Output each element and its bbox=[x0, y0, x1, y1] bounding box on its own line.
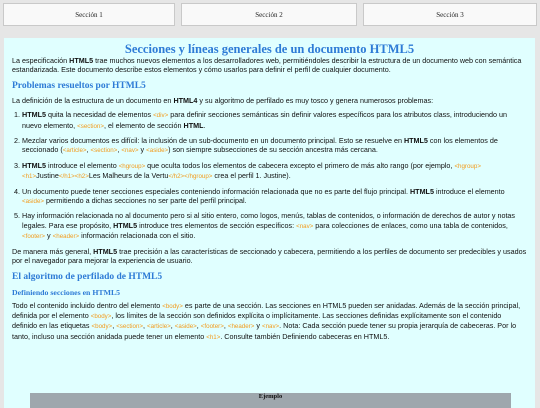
list-item: 3. HTML5 introduce el elemento <hgroup> que oculta todos los elementos de cabecera excepto el primero de más alto rango (por ejemplo, <hgroup><h1>Justine</h1><h2>Les Malheurs de la Vertu</h2></hgroup> crea el perfil 1. Justine). bbox=[22, 161, 527, 182]
tab-seccion-1[interactable]: Sección 1 bbox=[3, 3, 175, 26]
list-item: 4. Un documento puede tener secciones especiales conteniendo información relacionada que no es parte del flujo principal. HTML5 introduce el elemento <aside> permitiendo a dichas secciones no ser parte del perfil principal. bbox=[22, 187, 527, 207]
intro-paragraph: La especificación HTML5 trae muchos nuevos elementos a los desarrolladores web, permitiéndoles describir la estructura de un documento web con semántica estandarizada. Este documento describe estos elementos y cómo usarlos para definir el perfil de cualquier documento. bbox=[12, 56, 522, 75]
sections-subheading: Definiendo secciones en HTML5 bbox=[12, 287, 121, 297]
list-item: 5. Hay información relacionada no al documento pero si al sitio entero, como logos, menús, tablas de contenidos, o información de derechos de autor y notas legales. Para ese propósito, HTML5 introduce tres elementos de sección específicos: <nav> para colecciones de enlaces, como una tabla de contenidos, <footer> y <header> información relacionada con el sitio. bbox=[22, 211, 527, 241]
problems-lead: La definición de la estructura de un documento en HTML4 y su algoritmo de perfilado es muy tosco y genera numerosos problemas: bbox=[12, 95, 434, 105]
algorithm-heading: El algoritmo de perfilado de HTML5 bbox=[12, 271, 163, 282]
example-box bbox=[30, 393, 511, 408]
sections-paragraph: Todo el contenido incluido dentro del elemento <body> es parte de una sección. Las secciones en HTML5 pueden ser anidadas. Además de la sección principal, definida por el elemento <body>, los límites de la sección son definidos explícita o implícitamente. Las secciones definidas explícitamente son el contenido definido en las etiquetas <body>, <section>, <article>, <aside>, <footer>, <header> y <nav>. Nota: Cada sección puede tener su propia jerarquía de cabeceras. Por lo tanto, incluso una sección anidada puede tener un elemento <h1>. Consulte también Definiendo cabeceras en HTML5. bbox=[12, 300, 521, 341]
main-content bbox=[4, 38, 535, 408]
example-title: Ejemplo bbox=[258, 393, 283, 400]
top-nav bbox=[0, 0, 540, 32]
page-title: Secciones y líneas generales de un documento HTML5 bbox=[124, 42, 415, 56]
problems-heading: Problemas resueltos por HTML5 bbox=[12, 80, 146, 91]
list-item: 1. HTML5 quita la necesidad de elementos <div> para definir secciones semánticas sin definir valores específicos para los atributos class, introduciendo un nuevo elemento, <section>, el elemento de sección HTML. bbox=[22, 110, 527, 131]
list-item: 2. Mezclar varios documentos es difícil: la inclusión de un sub-documento en un documento principal. Esto se resuelve en HTML5 con los elementos de seccionado (<article>, <section>, <nav> y <aside>) son siempre subsecciones de su sección ancestra más cercana. bbox=[22, 136, 527, 156]
tab-seccion-2[interactable]: Sección 2 bbox=[181, 3, 357, 26]
tab-seccion-3[interactable]: Sección 3 bbox=[363, 3, 537, 26]
closing-paragraph: De manera más general, HTML5 trae precisión a las características de seccionado y cabecera, permitiendo a los perfiles de documento ser predecibles y usados por el navegador para mejorar la experiencia de usuario. bbox=[12, 246, 527, 266]
problems-list bbox=[12, 110, 527, 241]
